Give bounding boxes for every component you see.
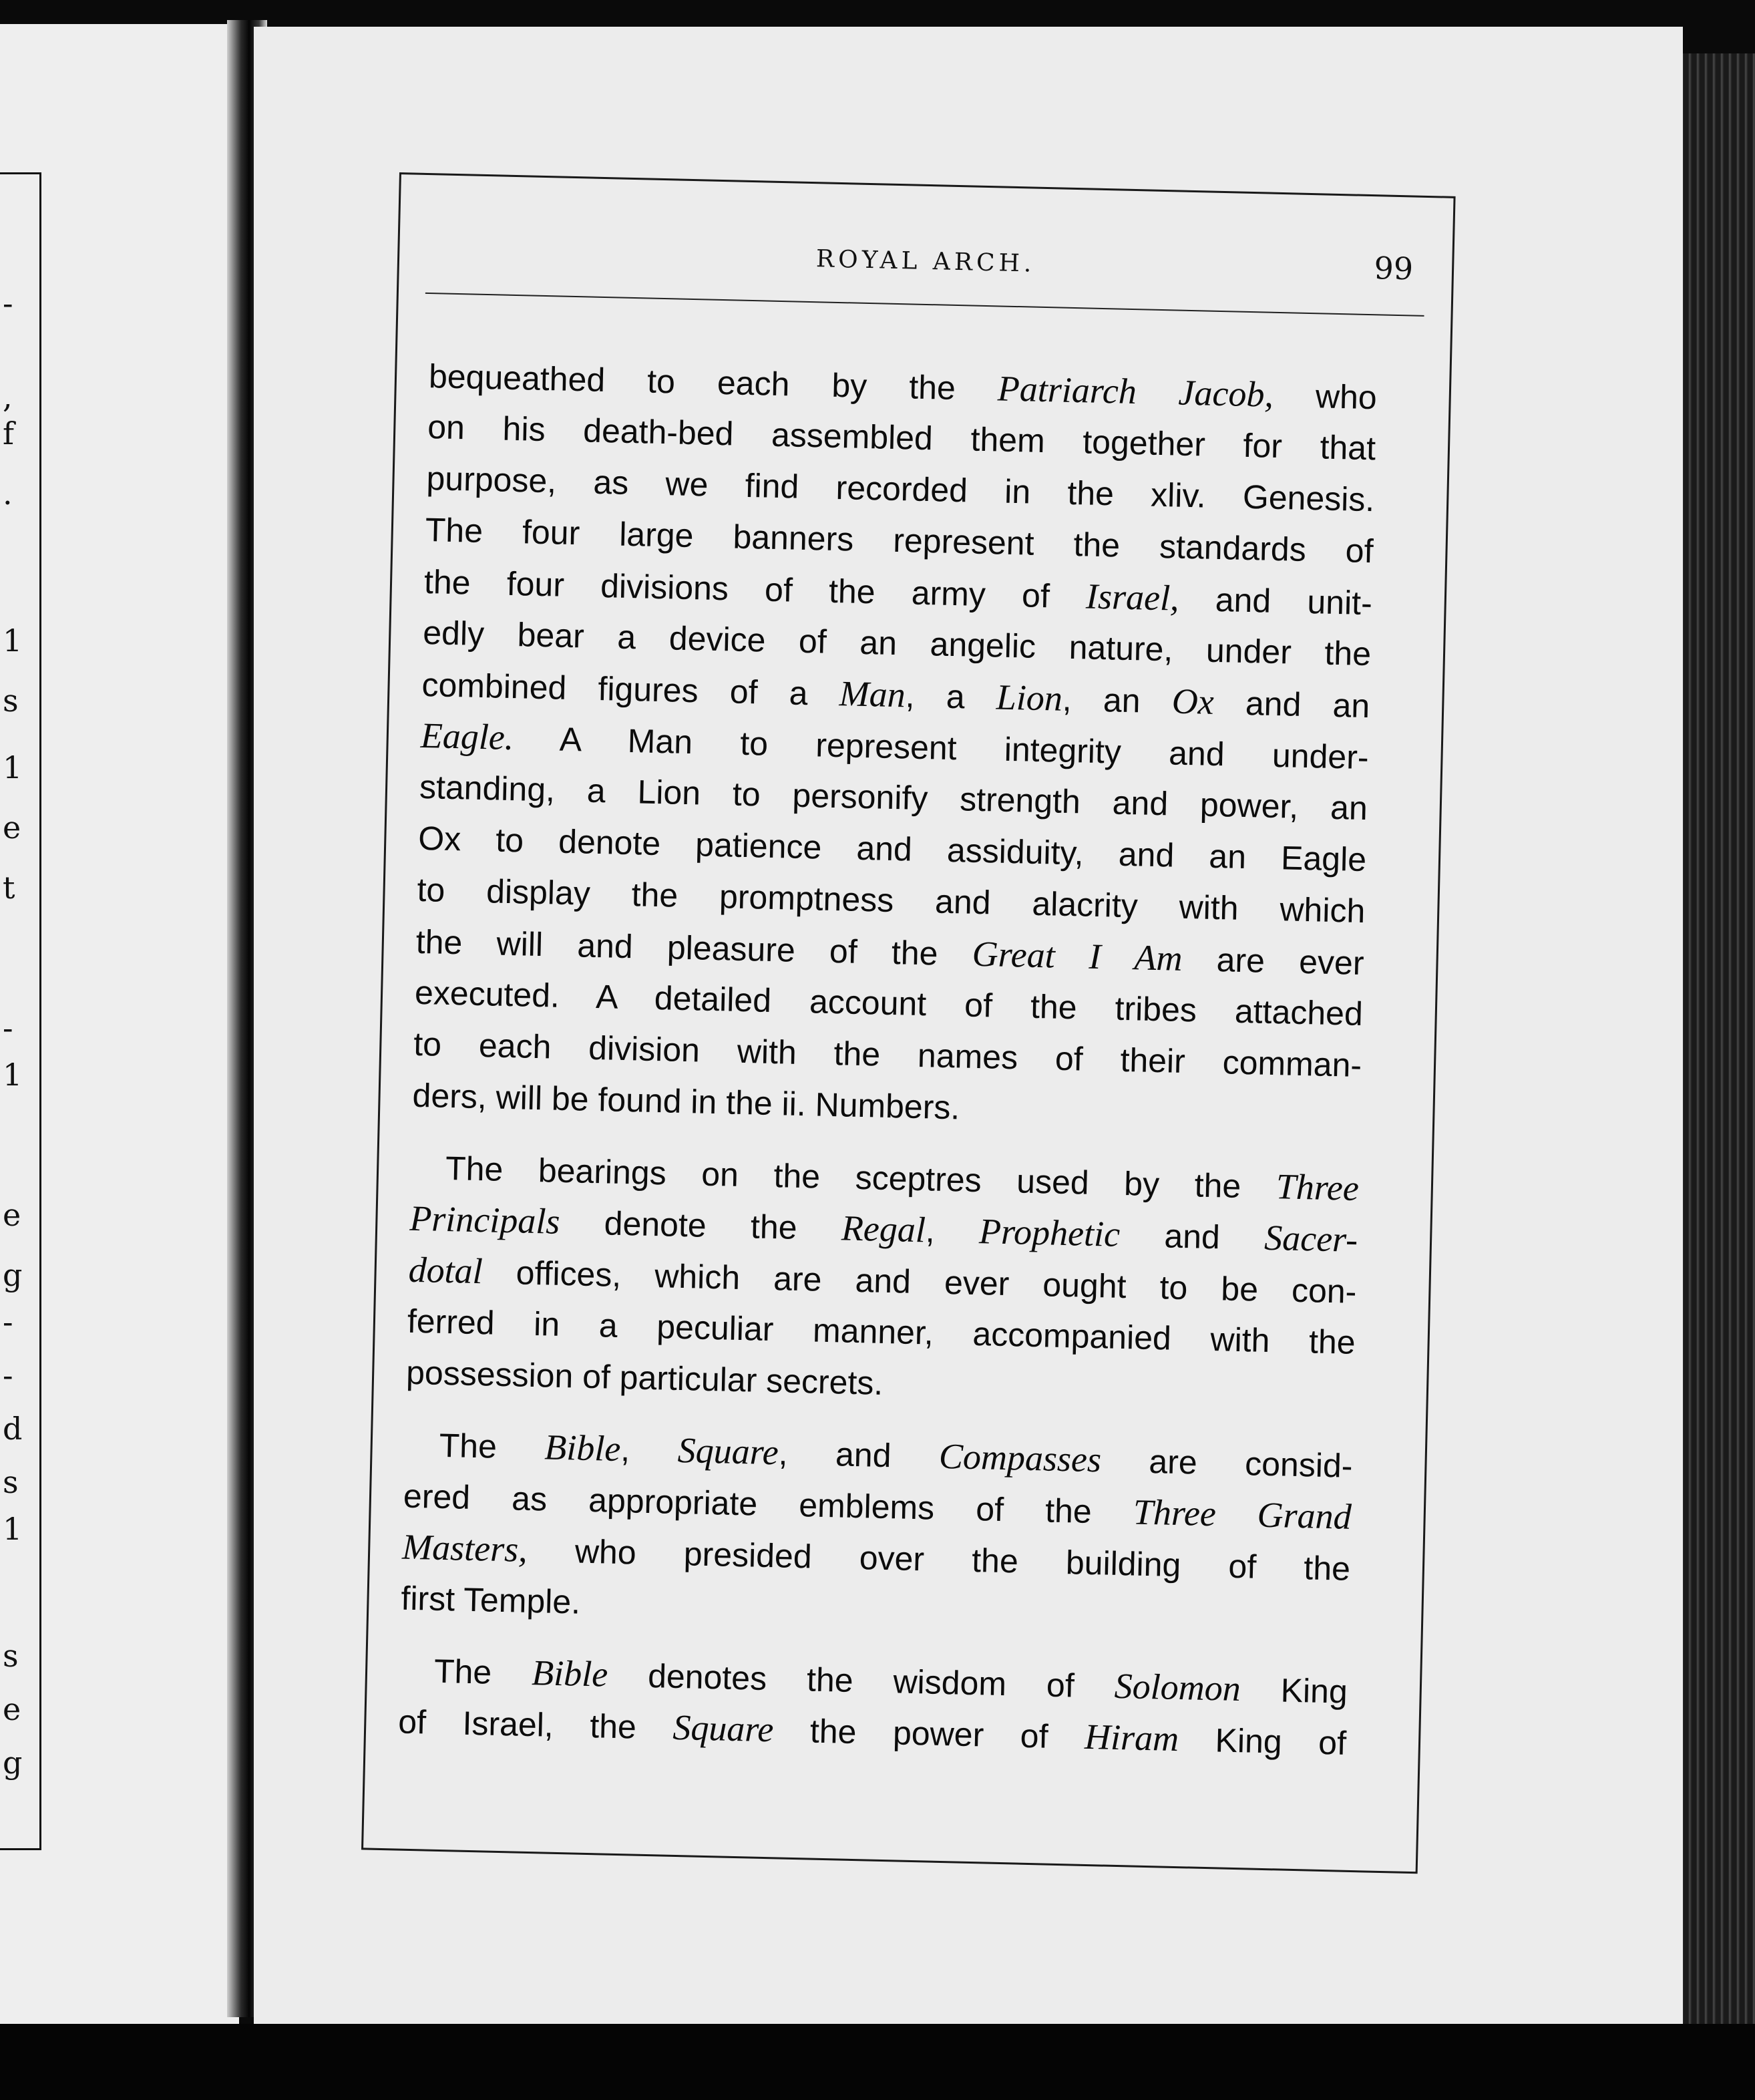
facing-page-letter: - (3, 1357, 13, 1393)
italic-text: dotal (408, 1249, 483, 1292)
italic-text: Lion (996, 677, 1063, 719)
italic-text: Sacer- (1263, 1217, 1358, 1260)
facing-page-letter: - (3, 285, 13, 321)
text-run: , (620, 1431, 678, 1469)
facing-page-letter: . (3, 476, 13, 512)
text-run: The (439, 1426, 546, 1467)
text-run: The (433, 1652, 532, 1693)
paragraph (405, 1142, 1359, 1420)
text-run: offices, which are and ever ought to be con- (482, 1253, 1357, 1310)
text-run: to each division with the names of their comman- (413, 1025, 1362, 1085)
text-run: denote the (559, 1203, 842, 1248)
text-run: ders, will be found in the ii. Numbers. (412, 1076, 960, 1127)
italic-text: Ox (1171, 681, 1215, 722)
facing-page (0, 24, 239, 2028)
italic-text: Bible (544, 1427, 622, 1469)
facing-page-letter: s (3, 1638, 19, 1674)
text-run: and (1119, 1216, 1265, 1257)
text-run: the four divisions of the army of (423, 563, 1087, 616)
facing-page-letter: 1 (3, 1057, 23, 1093)
text-run: The bearings on the sceptres used by the (445, 1149, 1277, 1206)
page-edges (1676, 53, 1755, 2051)
text-run: who presided over the building of the (527, 1531, 1351, 1588)
text-run: first Temple. (400, 1579, 581, 1621)
text-run: of Israel, the (397, 1703, 674, 1747)
text-run: to display the promptness and alacrity with which (417, 870, 1366, 930)
italic-text: Three Grand (1133, 1492, 1352, 1537)
facing-page-letter: e (3, 1197, 21, 1233)
text-run: edly bear a device of an angelic nature, under the (422, 613, 1372, 673)
italic-text: Hiram (1084, 1716, 1179, 1759)
text-run: King (1240, 1671, 1348, 1711)
facing-page-letter: 1 (3, 623, 23, 659)
italic-text: Eagle. (420, 715, 514, 758)
facing-page-letter: 1 (3, 749, 23, 785)
italic-text: Bible (531, 1652, 608, 1695)
italic-text: Solomon (1114, 1665, 1241, 1709)
paragraph (401, 1419, 1354, 1646)
facing-page-letter: g (3, 1745, 23, 1781)
text-run: the power of (773, 1711, 1085, 1756)
italic-text: Regal (841, 1208, 926, 1250)
text-run: , an (1062, 680, 1173, 721)
italic-text: Great I Am (972, 933, 1183, 979)
italic-text: Masters, (401, 1526, 528, 1570)
printed-frame (361, 172, 1456, 1874)
facing-page-letter: , (3, 379, 13, 415)
italic-text: Principals (409, 1198, 561, 1242)
facing-page-letter: s (3, 1464, 19, 1500)
italic-text: Square (677, 1429, 779, 1473)
text-run: bequeathed to each by the (428, 357, 998, 408)
text-run: are consid- (1101, 1441, 1354, 1485)
facing-page-letter: - (3, 1304, 13, 1340)
text-run: ered as appropriate emblems of the (403, 1477, 1134, 1532)
facing-page-letter: t (3, 870, 15, 906)
running-title: ROYAL ARCH. (815, 245, 1036, 278)
italic-text: Patriarch Jacob, (997, 368, 1274, 415)
text-run: , a (905, 677, 997, 717)
text-run: and an (1213, 683, 1370, 725)
text-run: and unit- (1178, 580, 1373, 623)
text-run: the will and pleasure of the (415, 922, 973, 973)
text-run: ferred in a peculiar manner, accompanied with the (407, 1302, 1356, 1361)
paragraph (412, 350, 1378, 1143)
text-run: denotes the wisdom of (607, 1656, 1115, 1705)
italic-text: Man (839, 673, 906, 715)
text-run: King of (1178, 1721, 1347, 1762)
text-run: possession of particular secrets. (405, 1353, 884, 1402)
facing-page-letter: s (3, 683, 19, 719)
text-run: are ever (1181, 940, 1365, 983)
italic-text: Israel, (1085, 576, 1180, 619)
facing-page-letter: f (3, 415, 15, 452)
italic-text: Compasses (938, 1435, 1102, 1480)
text-run: purpose, as we find recorded in the xliv. Genesis. (425, 460, 1375, 519)
paragraph (398, 1644, 1348, 1769)
facing-page-letter: - (3, 1010, 13, 1046)
italic-text: Square (672, 1707, 775, 1750)
header-rule (425, 293, 1424, 317)
text-run: , (925, 1212, 980, 1251)
scan-background (0, 2024, 1755, 2100)
body-text (398, 350, 1378, 1769)
page-number: 99 (1373, 250, 1414, 287)
text-run: on his death-bed assembled them together for that (427, 408, 1376, 468)
text-run: standing, a Lion to personify strength and power, an (419, 767, 1368, 828)
facing-page-letter: d (3, 1411, 23, 1447)
text-run: The four large banners represent the standards of (425, 511, 1374, 570)
text-run: who (1273, 376, 1378, 417)
text-run: executed. A detailed account of the tribes attached (414, 973, 1364, 1033)
running-head (400, 228, 1452, 287)
text-run: combined figures of a (421, 665, 840, 713)
facing-page-letter: g (3, 1257, 23, 1293)
italic-text: Three (1276, 1166, 1360, 1208)
text-run: Ox to denote patience and assiduity, and an Eagle (417, 819, 1367, 879)
italic-text: Prophetic (978, 1211, 1121, 1254)
facing-page-letter: e (3, 810, 21, 846)
facing-page-letter: e (3, 1691, 21, 1727)
text-run: , and (778, 1434, 940, 1475)
text-run: A Man to represent integrity and under- (513, 719, 1370, 777)
facing-page-letter: 1 (3, 1511, 23, 1547)
